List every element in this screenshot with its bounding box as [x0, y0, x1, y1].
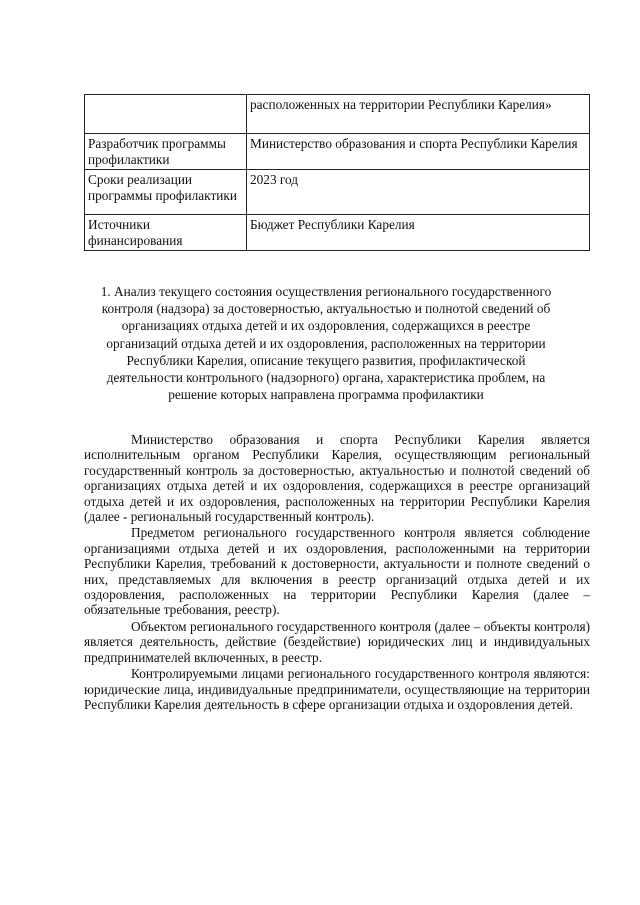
- paragraph: Предметом регионального государственного контроля является соблюдение организациями отдыха детей и их оздоровления, расположенными на территории Республики Карелия, требований к достоверности, актуальности и полноте сведений о них, представляемых для включения в реестр организаций отдыха детей и их оздоровления, расположенных на территории Республики Карелия (далее – обязательные требования, реестр).: [84, 525, 590, 618]
- table-cell-value: 2023 год: [247, 170, 590, 215]
- table-row: [85, 134, 590, 170]
- section-heading: 1. Анализ текущего состояния осуществления регионального государственного контроля (надзора) за достоверностью, актуальностью и полнотой сведений об организациях отдыха детей и их оздоровления, содержащихся в реестре организаций отдыха детей и их оздоровления, расположенных на территории Республики Карелия, описание текущего развития, профилактической деятельности контрольного (надзорного) органа, характеристика проблем, на решение которых направлена программа профилактики: [100, 284, 552, 403]
- table-row: [85, 95, 590, 134]
- program-info-table: [84, 94, 590, 251]
- table-cell-label: Источники финансирования: [85, 215, 247, 251]
- table-cell-label: Разработчик программы профилактики: [85, 134, 247, 170]
- table-cell-value: Бюджет Республики Карелия: [247, 215, 590, 251]
- paragraph: Контролируемыми лицами регионального государственного контроля являются: юридические лица, индивидуальные предприниматели, осуществляющие на территории Республики Карелия деятельность в сфере организации отдыха и оздоровления детей.: [84, 666, 590, 712]
- table-cell-value: Министерство образования и спорта Республики Карелия: [247, 134, 590, 170]
- paragraph: Объектом регионального государственного контроля (далее – объекты контроля) является деятельность, действие (бездействие) юридических лиц и индивидуальных предпринимателей включенных, в реестр.: [84, 618, 590, 665]
- table-cell-label: [85, 95, 247, 134]
- table-row: [85, 170, 590, 215]
- table-cell-label: Сроки реализации программы профилактики: [85, 170, 247, 215]
- section-body: [84, 432, 590, 712]
- table-row: [85, 215, 590, 251]
- paragraph: Министерство образования и спорта Республики Карелия является исполнительным органом Республики Карелия, осуществляющим региональный государственный контроль за достоверностью, актуальностью и полнотой сведений об организациях отдыха детей и их оздоровления, содержащихся в реестре организаций отдыха детей и их оздоровления, расположенных на территории Республики Карелия (далее - региональный государственный контроль).: [84, 432, 590, 525]
- table-cell-value: расположенных на территории Республики Карелия»: [247, 95, 590, 134]
